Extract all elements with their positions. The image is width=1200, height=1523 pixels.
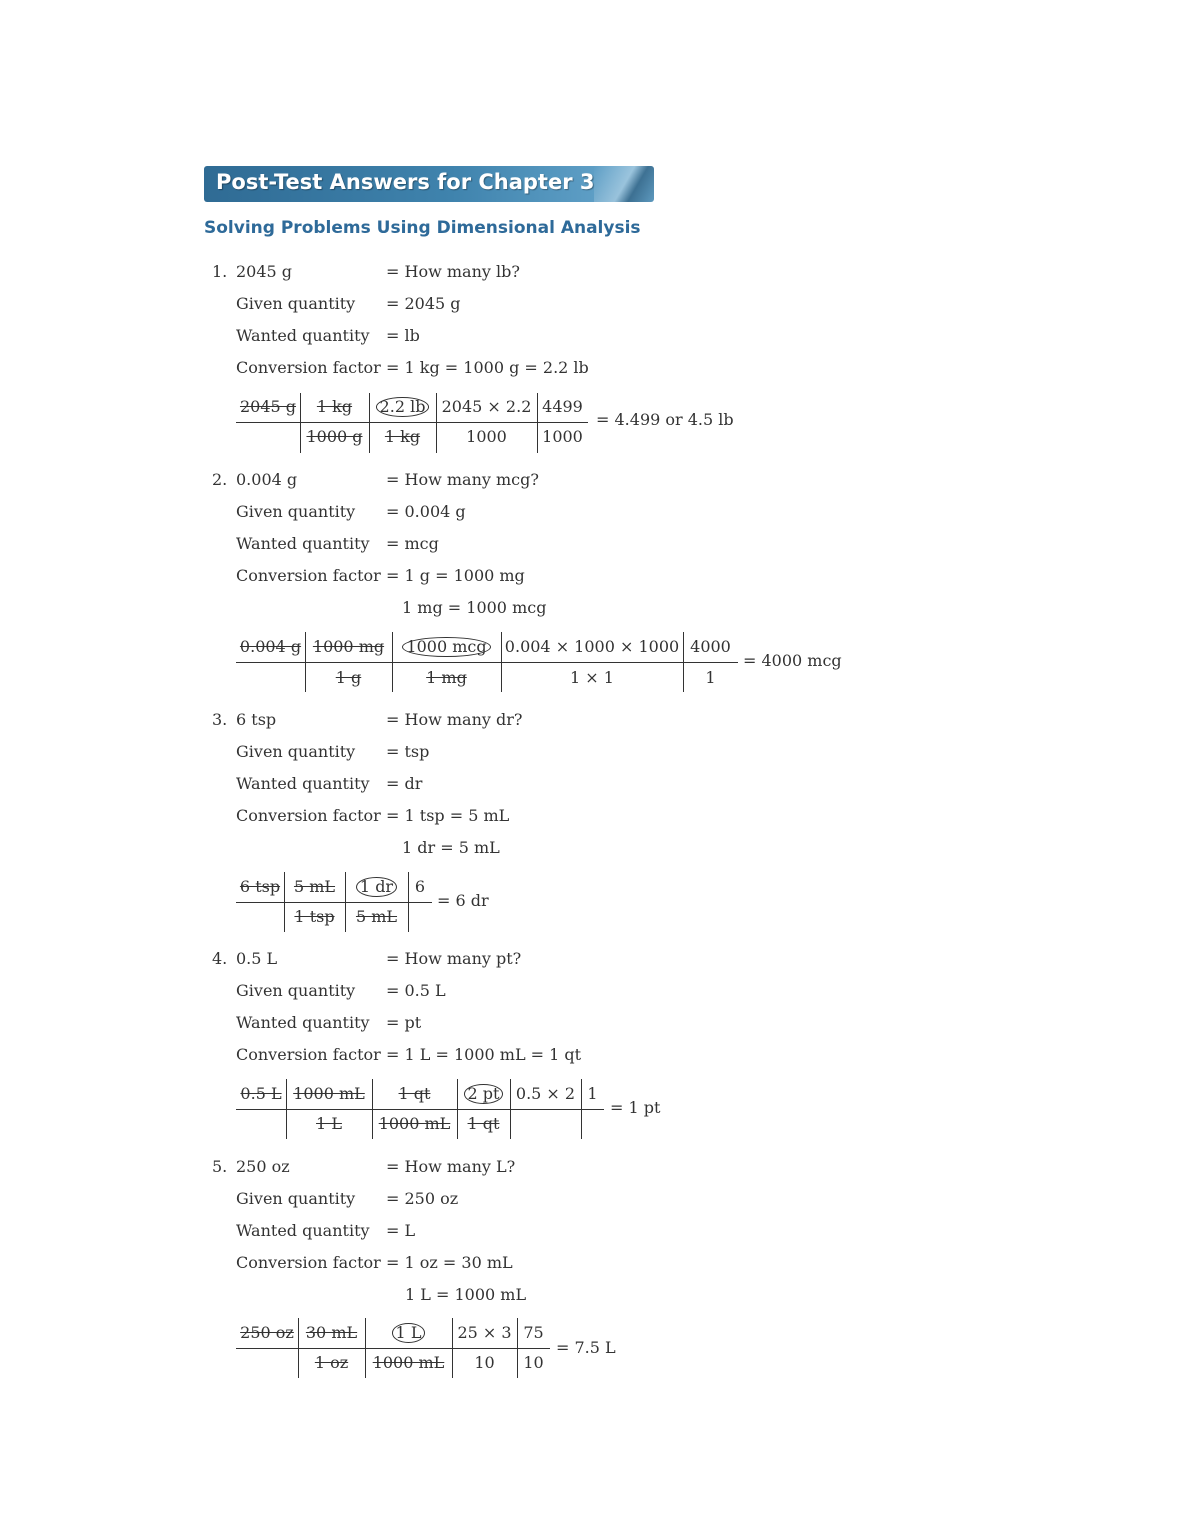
numerator <box>284 877 345 896</box>
numerator <box>236 1323 298 1342</box>
problem-2-conversion-2: 1 mg = 1000 mcg <box>402 598 547 617</box>
circled-unit: 1 L <box>392 1323 426 1343</box>
given-quantity-label: Given quantity <box>236 502 356 521</box>
numerator <box>236 397 300 416</box>
denominator-cancel: 1 g <box>335 668 362 687</box>
given-quantity-label: Given quantity <box>236 1189 356 1208</box>
numerator-cancel: 0.5 L <box>240 1084 282 1103</box>
problem-4-number: 4. <box>212 949 228 968</box>
problem-5-conversion-2: 1 L = 1000 mL <box>405 1285 527 1304</box>
problem-5-given: = 250 oz <box>386 1189 459 1208</box>
numerator: 75 <box>523 1323 544 1342</box>
denominator <box>305 668 392 687</box>
denominator-cancel: 5 mL <box>355 907 398 926</box>
numerator-wanted-unit <box>345 877 408 897</box>
problem-4-wanted: = pt <box>386 1013 422 1032</box>
denominator-cancel: 1 oz <box>314 1353 349 1372</box>
problem-2-question: = How many mcg? <box>386 470 539 489</box>
problem-4-question-quantity: 0.5 L <box>236 949 278 968</box>
problem-3-given: = tsp <box>386 742 430 761</box>
given-quantity-label: Given quantity <box>236 294 356 313</box>
denominator-cancel: 1 tsp <box>294 907 335 926</box>
conversion-factor-label: Conversion factor <box>236 358 381 377</box>
page-title: Post-Test Answers for Chapter 3 <box>216 170 595 194</box>
denominator <box>284 907 345 926</box>
numerator-cancel: 1000 mg <box>312 637 385 656</box>
numerator <box>372 1084 457 1103</box>
denominator: 1000 <box>466 427 507 446</box>
numerator: 4000 <box>690 637 731 656</box>
denominator: 1 <box>705 668 716 687</box>
problem-4-result: = 1 pt <box>610 1098 661 1117</box>
conversion-factor-label: Conversion factor <box>236 566 381 585</box>
problem-5-number: 5. <box>212 1157 228 1176</box>
numerator <box>286 1084 372 1103</box>
problem-1-conversion: = 1 kg = 1000 g = 2.2 lb <box>386 358 589 377</box>
denominator <box>365 1353 452 1372</box>
chapter-banner <box>204 166 654 202</box>
numerator: 25 × 3 <box>457 1323 512 1342</box>
wanted-quantity-label: Wanted quantity <box>236 326 370 345</box>
problem-2-wanted: = mcg <box>386 534 439 553</box>
numerator: 0.5 × 2 <box>515 1084 576 1103</box>
problem-2-given: = 0.004 g <box>386 502 466 521</box>
denominator <box>300 427 369 446</box>
numerator <box>305 637 392 656</box>
numerator-wanted-unit <box>365 1323 452 1343</box>
problem-1-question-quantity: 2045 g <box>236 262 293 281</box>
denominator-cancel: 1 mg <box>426 668 467 687</box>
numerator-cancel: 1 qt <box>398 1084 431 1103</box>
circled-unit: 2 pt <box>464 1084 504 1104</box>
problem-3-conversion: = 1 tsp = 5 mL <box>386 806 510 825</box>
section-subtitle: Solving Problems Using Dimensional Analysis <box>204 218 641 238</box>
fraction-bar <box>236 902 432 903</box>
problem-3-wanted: = dr <box>386 774 423 793</box>
fraction-bar <box>236 1109 604 1110</box>
numerator-cancel: 30 mL <box>305 1323 358 1342</box>
denominator: 10 <box>474 1353 495 1372</box>
numerator: 6 <box>414 877 426 896</box>
conversion-factor-label: Conversion factor <box>236 806 381 825</box>
given-quantity-label: Given quantity <box>236 981 356 1000</box>
numerator-cancel: 1 kg <box>316 397 353 416</box>
numerator-cancel: 6 tsp <box>239 877 281 896</box>
numerator: 0.004 × 1000 × 1000 <box>504 637 680 656</box>
numerator-cancel: 2045 g <box>239 397 297 416</box>
numerator-wanted-unit <box>392 637 501 657</box>
denominator <box>392 668 501 687</box>
problem-5-conversion: = 1 oz = 30 mL <box>386 1253 513 1272</box>
numerator <box>236 1084 286 1103</box>
numerator-wanted-unit <box>369 397 436 417</box>
circled-unit: 1000 mcg <box>402 637 490 657</box>
banner-stripe-decoration <box>594 166 654 202</box>
conversion-factor-label: Conversion factor <box>236 1253 381 1272</box>
wanted-quantity-label: Wanted quantity <box>236 534 370 553</box>
problem-1-question: = How many lb? <box>386 262 520 281</box>
numerator-cancel: 250 oz <box>240 1323 294 1342</box>
numerator <box>236 877 284 896</box>
problem-1-given: = 2045 g <box>386 294 461 313</box>
numerator: 1 <box>587 1084 598 1103</box>
numerator <box>298 1323 365 1342</box>
problem-3-conversion-2: 1 dr = 5 mL <box>402 838 500 857</box>
problem-2-question-quantity: 0.004 g <box>236 470 298 489</box>
problem-1-number: 1. <box>212 262 228 281</box>
denominator-cancel: 1 kg <box>384 427 421 446</box>
denominator <box>345 907 408 926</box>
denominator-cancel: 1000 mL <box>372 1353 445 1372</box>
problem-3-result: = 6 dr <box>437 891 489 910</box>
fraction-bar <box>236 1348 550 1349</box>
problem-2-number: 2. <box>212 470 228 489</box>
numerator: 4499 <box>542 397 583 416</box>
problem-1-result: = 4.499 or 4.5 lb <box>596 410 734 429</box>
denominator-cancel: 1 L <box>316 1114 342 1133</box>
numerator-cancel: 0.004 g <box>239 637 302 656</box>
numerator-wanted-unit <box>457 1084 510 1104</box>
problem-2-result: = 4000 mcg <box>743 651 842 670</box>
problem-3-number: 3. <box>212 710 228 729</box>
denominator <box>372 1114 457 1133</box>
denominator <box>298 1353 365 1372</box>
conversion-factor-label: Conversion factor <box>236 1045 381 1064</box>
problem-2-conversion: = 1 g = 1000 mg <box>386 566 525 585</box>
problem-5-wanted: = L <box>386 1221 416 1240</box>
denominator-cancel: 1 qt <box>467 1114 500 1133</box>
denominator-cancel: 1000 mL <box>378 1114 451 1133</box>
problem-3-question: = How many dr? <box>386 710 523 729</box>
circled-unit: 2.2 lb <box>376 397 430 417</box>
wanted-quantity-label: Wanted quantity <box>236 774 370 793</box>
denominator: 1 × 1 <box>570 668 614 687</box>
circled-unit: 1 dr <box>356 877 397 897</box>
numerator <box>300 397 369 416</box>
problem-5-result: = 7.5 L <box>556 1338 616 1357</box>
problem-4-question: = How many pt? <box>386 949 522 968</box>
numerator-cancel: 1000 mL <box>293 1084 365 1103</box>
problem-5-question: = How many L? <box>386 1157 516 1176</box>
denominator: 1000 <box>542 427 583 446</box>
numerator-cancel: 5 mL <box>293 877 336 896</box>
problem-4-given: = 0.5 L <box>386 981 446 1000</box>
given-quantity-label: Given quantity <box>236 742 356 761</box>
numerator: 2045 × 2.2 <box>441 397 532 416</box>
problem-1-wanted: = lb <box>386 326 420 345</box>
problem-5-question-quantity: 250 oz <box>236 1157 290 1176</box>
denominator <box>457 1114 510 1133</box>
denominator: 10 <box>523 1353 544 1372</box>
denominator <box>286 1114 372 1133</box>
fraction-bar <box>236 662 738 663</box>
wanted-quantity-label: Wanted quantity <box>236 1013 370 1032</box>
fraction-bar <box>236 422 588 423</box>
denominator-cancel: 1000 g <box>306 427 363 446</box>
problem-4-conversion: = 1 L = 1000 mL = 1 qt <box>386 1045 582 1064</box>
denominator <box>369 427 436 446</box>
problem-3-question-quantity: 6 tsp <box>236 710 277 729</box>
numerator <box>236 637 305 656</box>
wanted-quantity-label: Wanted quantity <box>236 1221 370 1240</box>
